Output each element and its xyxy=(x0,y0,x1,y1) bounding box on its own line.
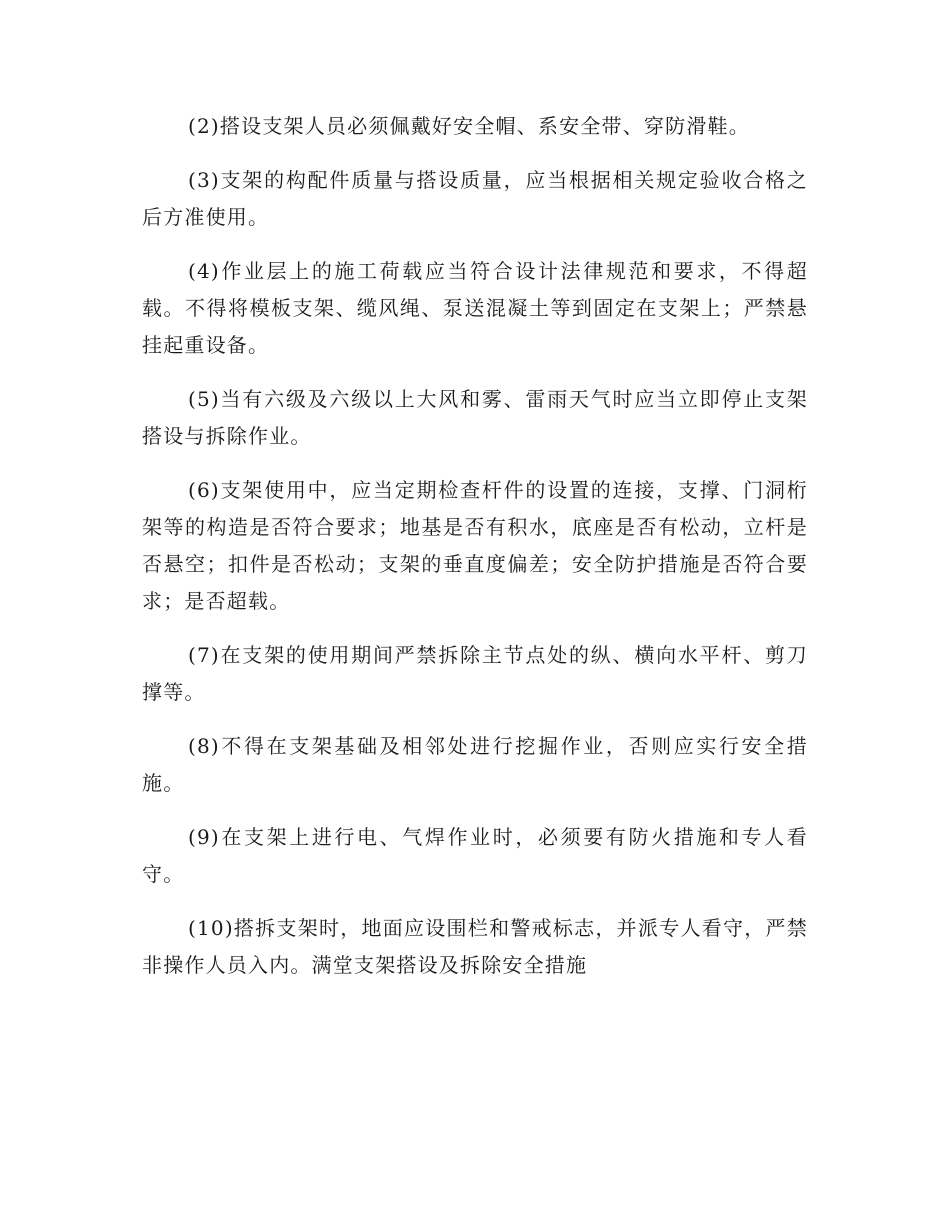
document-body xyxy=(142,108,808,1001)
paragraph-item-5: (5)当有六级及六级以上大风和雾、雷雨天气时应当立即停止支架搭设与拆除作业。 xyxy=(142,387,808,448)
paragraph-item-2: (2)搭设支架人员必须佩戴好安全帽、系安全带、穿防滑鞋。 xyxy=(188,114,750,138)
paragraph-item-3: (3)支架的构配件质量与搭设质量，应当根据相关规定验收合格之后方准使用。 xyxy=(142,168,808,229)
paragraph-item-8: (8)不得在支架基础及相邻处进行挖掘作业，否则应实行安全措施。 xyxy=(142,734,808,795)
paragraph-item-9: (9)在支架上进行电、气焊作业时，必须要有防火措施和专人看守。 xyxy=(142,825,808,886)
paragraph-item-10: (10)搭拆支架时，地面应设围栏和警戒标志，并派专人看守，严禁非操作人员入内。满堂支架搭设及拆除安全措施 xyxy=(142,916,808,977)
paragraph-item-7: (7)在支架的使用期间严禁拆除主节点处的纵、横向水平杆、剪刀撑等。 xyxy=(142,643,808,704)
paragraph-item-4: (4)作业层上的施工荷载应当符合设计法律规范和要求，不得超载。不得将模板支架、缆风绳、泵送混凝土等到固定在支架上；严禁悬挂起重设备。 xyxy=(142,259,808,357)
paragraph-item-6: (6)支架使用中，应当定期检查杆件的设置的连接，支撑、门洞桁架等的构造是否符合要求；地基是否有积水，底座是否有松动，立杆是否悬空；扣件是否松动；支架的垂直度偏差；安全防护措施是否符合要求；是否超载。 xyxy=(142,478,808,613)
